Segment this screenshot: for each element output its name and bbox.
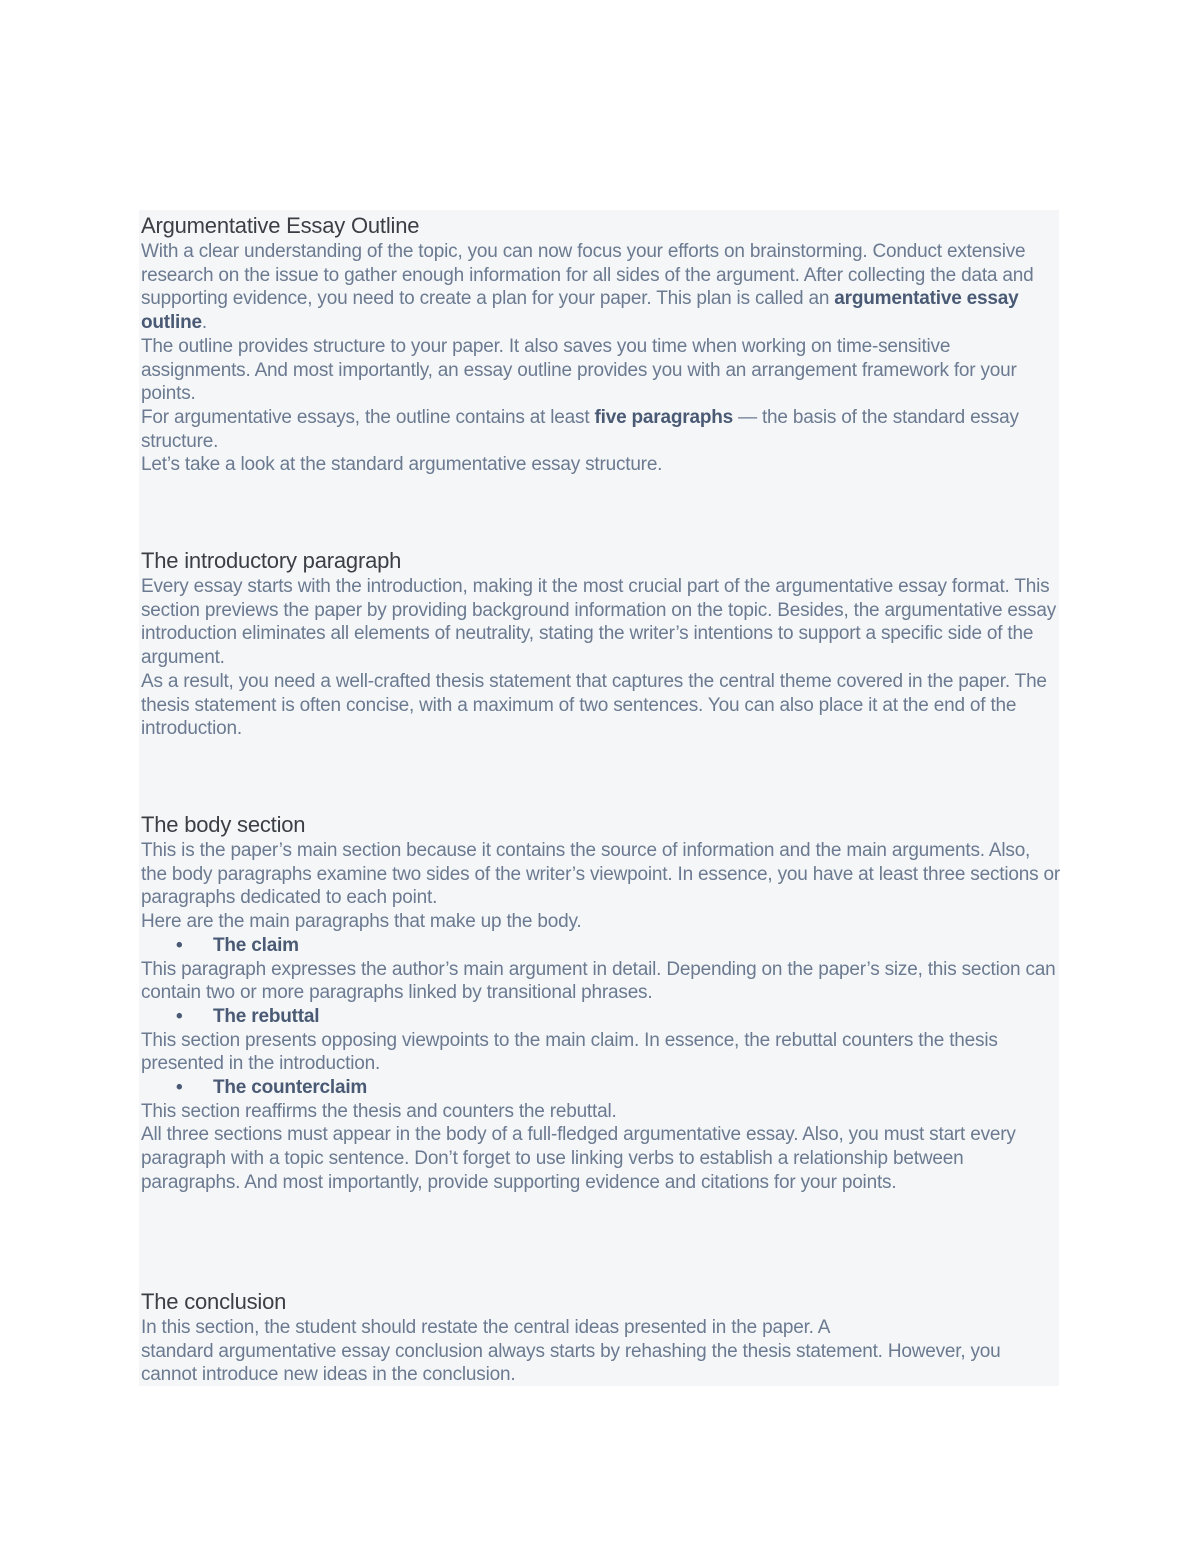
paragraph: With a clear understanding of the topic, you can now focus your efforts on brainstorming. Conduct extensive research on the issue to gather enough information for all sides of the argument. After collecting the data and supporting evidence, you need to create a plan for your paper. This plan is called an argumentative essay outline. bbox=[141, 241, 1034, 334]
paragraph: This is the paper’s main section because it contains the source of information and the main arguments. Also, the body paragraphs examine two sides of the writer’s viewpoint. In essence, you have at least three sections or paragraphs dedicated to each point. bbox=[141, 840, 1060, 909]
section-body-conclusion bbox=[141, 1316, 1061, 1387]
bullet-item-rebuttal: • The rebuttal bbox=[176, 1005, 320, 1027]
bullet-icon: • bbox=[176, 934, 183, 956]
paragraph: All three sections must appear in the body of a full-fledged argumentative essay. Also, you must start every paragraph with a topic sentence. Don’t forget to use linking verbs to establish a relationship between paragraphs. And most importantly, provide supporting evidence and citations for your points. bbox=[141, 1124, 1016, 1193]
section-body-body bbox=[141, 839, 1061, 1195]
section-heading-introduction: The introductory paragraph bbox=[141, 548, 402, 573]
bullet-icon: • bbox=[176, 1077, 183, 1099]
paragraph: The outline provides structure to your paper. It also saves you time when working on time-sensitive assignments. And most importantly, an essay outline provides you with an arrangement framework for your points. bbox=[141, 335, 1017, 405]
paragraph: This section presents opposing viewpoints to the main claim. In essence, the rebuttal counters the thesis presented in the introduction. bbox=[141, 1029, 998, 1075]
paragraph: This section reaffirms the thesis and counters the rebuttal. bbox=[141, 1100, 617, 1122]
section-body-outline bbox=[141, 240, 1061, 477]
paragraph: In this section, the student should restate the central ideas presented in the paper. A bbox=[141, 1317, 831, 1338]
section-body-introduction bbox=[141, 575, 1061, 741]
bullet-item-counterclaim: • The counterclaim bbox=[176, 1077, 368, 1099]
bold-phrase: five paragraphs bbox=[594, 406, 733, 428]
section-heading-body: The body section bbox=[141, 812, 306, 837]
paragraph: standard argumentative essay conclusion always starts by rehashing the thesis statement. However, you cannot introduce new ideas in the conclusion. bbox=[141, 1340, 1001, 1386]
paragraph: Here are the main paragraphs that make up the body. bbox=[141, 911, 582, 933]
paragraph: Let’s take a look at the standard argumentative essay structure. bbox=[141, 454, 663, 476]
paragraph: Every essay starts with the introduction, making it the most crucial part of the argumentative essay format. This section previews the paper by providing background information on the topic. Besides, the argumentative essay introduction eliminates all elements of neutrality, stating the writer’s intentions to support a specific side of the argument. bbox=[141, 576, 1057, 669]
bullet-item-claim: • The claim bbox=[176, 934, 299, 956]
bold-phrase: argumentative essay outline bbox=[141, 288, 1019, 334]
paragraph: This paragraph expresses the author’s main argument in detail. Depending on the paper’s size, this section can contain two or more paragraphs linked by transitional phrases. bbox=[141, 958, 1056, 1004]
section-heading-conclusion: The conclusion bbox=[141, 1289, 287, 1314]
paragraph: As a result, you need a well-crafted thesis statement that captures the central theme covered in the paper. The thesis statement is often concise, with a maximum of two sentences. You can also place it at the end of the introduction. bbox=[141, 670, 1047, 740]
bullet-icon: • bbox=[176, 1005, 183, 1027]
section-heading-outline: Argumentative Essay Outline bbox=[141, 213, 420, 238]
paragraph: For argumentative essays, the outline contains at least five paragraphs — the basis of the standard essay structure. bbox=[141, 406, 1019, 452]
